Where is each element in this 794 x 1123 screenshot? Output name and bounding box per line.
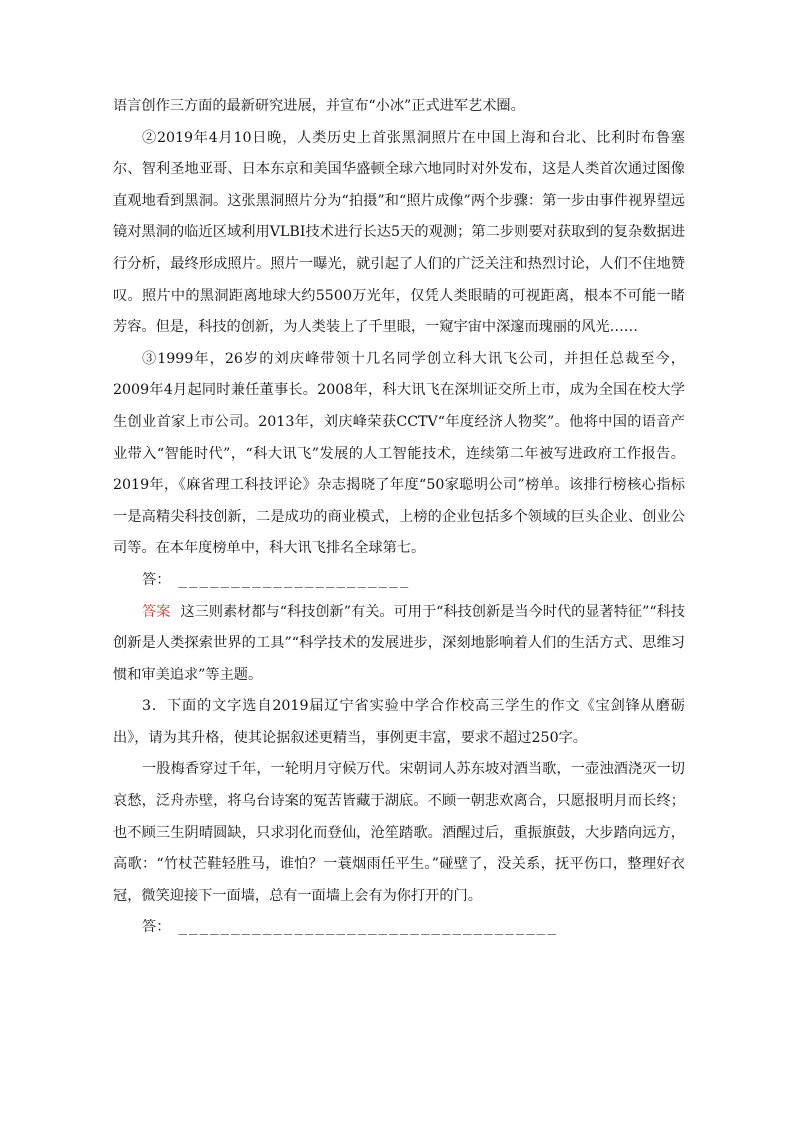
answer-label: 答： [142,919,171,936]
solution-text: 这三则素材都与“科技创新”有关。可用于“科技创新是当今时代的显著特征”“科技创新是人类探索世界的工具”“科学技术的发展进步，深刻地影响着人们的生活方式、思维习惯和审美追求”等主题。 [113,603,685,683]
document-page [113,91,685,944]
question-3: 3．下面的文字选自2019届辽宁省实验中学合作校高三学生的作文《宝剑锋从磨砺出》，请为其升格，使其论据叙述更精当，事例更丰富，要求不超过250字。 [113,698,685,746]
material-3-paragraph: ③1999年，26岁的刘庆峰带领十几名同学创立科大讯飞公司，并担任总裁至今，2009年4月起同时兼任董事长。2008年，科大讯飞在深圳证交所上市，成为全国在校大学生创业首家上市公司。2013年，刘庆峰荣获CCTV“年度经济人物奖”。他将中国的语音产业带入“智能时代”，“科大讯飞”发展的人工智能技术，连续第二年被写进政府工作报告。2019年，《麻省理工科技评论》杂志揭晓了年度“50家聪明公司”榜单。该排行榜核心指标一是高精尖科技创新，二是成功的商业模式，上榜的企业包括多个领域的巨头企业、创业公司等。在本年度榜单中，科大讯飞排名全球第七。 [113,350,685,557]
material-2-paragraph: ②2019年4月10日晚，人类历史上首张黑洞照片在中国上海和台北、比利时布鲁塞尔、智利圣地亚哥、日本东京和美国华盛顿全球六地同时对外发布，这是人类首次通过图像直观地看到黑洞。这张黑洞照片分为“拍摄”和“照片成像”两个步骤：第一步由事件视界望远镜对黑洞的临近区域利用VLBI技术进行长达5天的观测；第二步则要对获取到的复杂数据进行分析，最终形成照片。照片一曝光，就引起了人们的广泛关注和热烈讨论，人们不住地赞叹。照片中的黑洞距离地球大约5500万光年，仅凭人类眼睛的可视距离，根本不可能一睹芳容。但是，科技的创新，为人类装上了千里眼，一窥宇宙中深邃而瑰丽的风光…… [113,129,685,336]
answer-label: 答： [142,571,171,588]
answer-blank: ______________________ [178,571,411,588]
essay-excerpt: 一股梅香穿过千年，一轮明月守候万代。宋朝词人苏东坡对酒当歌，一壶浊酒浇灭一切哀愁，泛舟赤壁，将乌台诗案的冤苦皆藏于湖底。不顾一朝悲欢离合，只愿报明月而长终；也不顾三生阴晴圆缺，只求羽化而登仙，沧笙踏歌。酒醒过后，重振旗鼓，大步踏向远方，高歌：“竹杖芒鞋轻胜马，谁怕？一蓑烟雨任平生。”碰壁了，没关系，抚平伤口，整理好衣冠，微笑迎接下一面墙，总有一面墙上会有为你打开的门。 [113,761,685,904]
intro-paragraph: 语言创作三方面的最新研究进展，并宣布“小冰”正式进军艺术圈。 [113,98,525,114]
solution-paragraph [113,597,685,692]
answer-blank: ____________________________________ [178,919,558,936]
solution-label: 答案 [142,603,171,620]
answer-line-2 [113,912,685,944]
answer-line-1 [113,565,685,597]
